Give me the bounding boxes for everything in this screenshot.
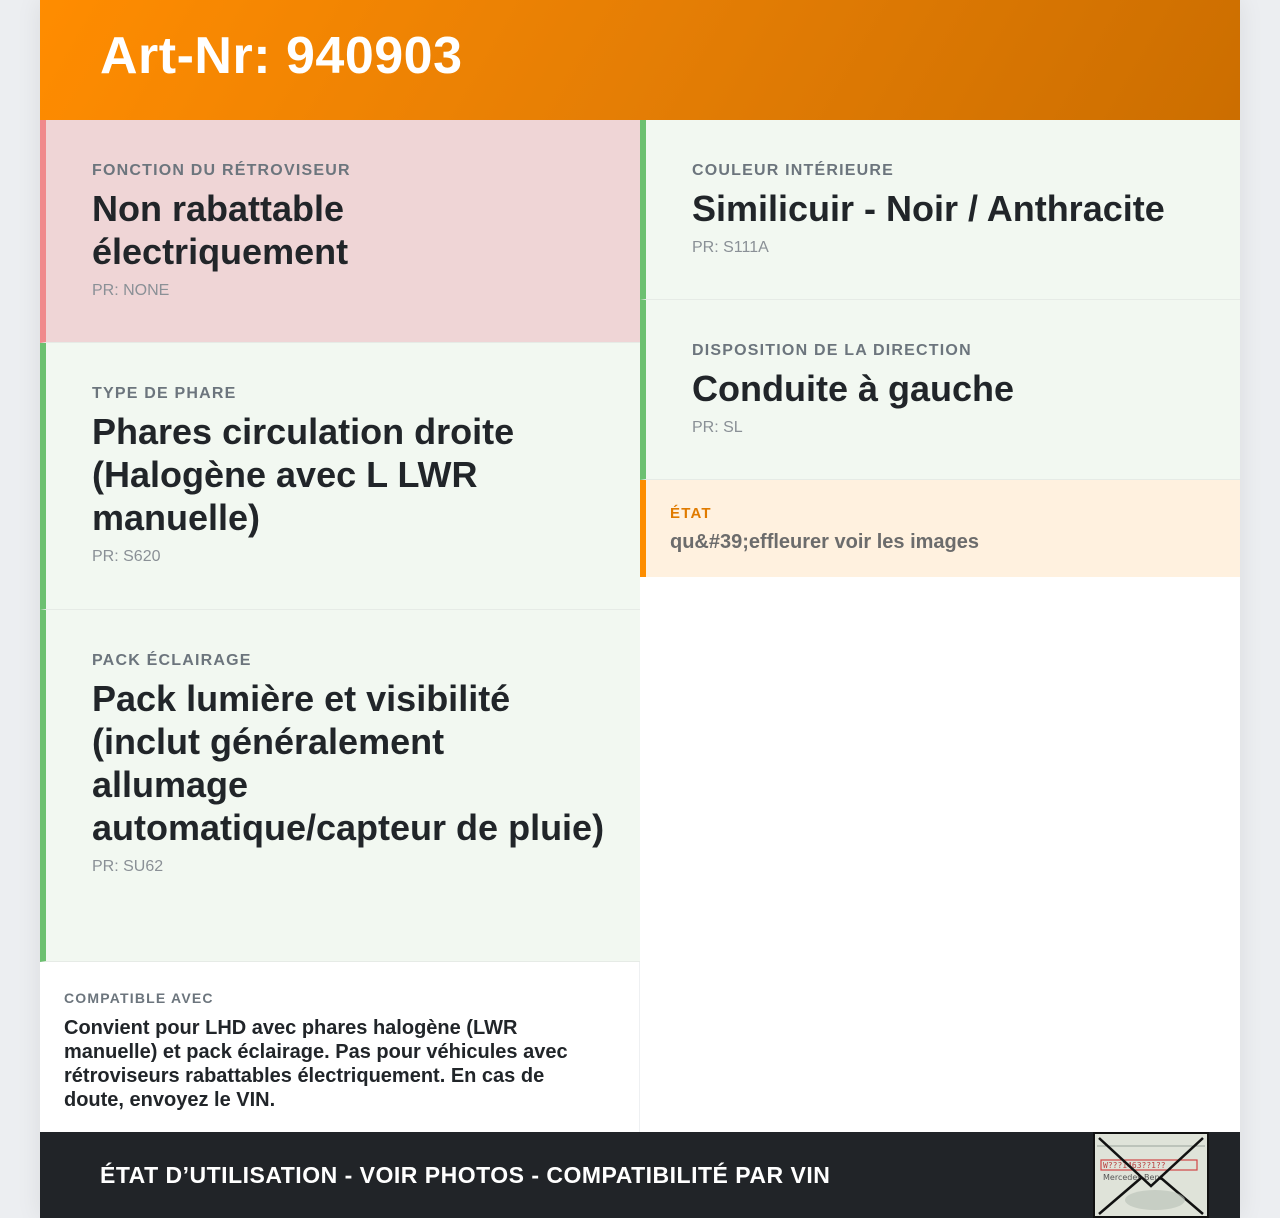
footer-bar — [40, 1132, 1240, 1218]
thumbnail-plate-text: W???1463??1?? — [1103, 1161, 1166, 1170]
compatibility-label: COMPATIBLE AVEC — [64, 990, 214, 1006]
headlight-type-card — [40, 343, 640, 610]
card-label: DISPOSITION DE LA DIRECTION — [692, 342, 972, 359]
condition-card — [640, 480, 1240, 577]
card-pr-code: PR: S111A — [692, 239, 769, 256]
card-label: TYPE DE PHARE — [92, 385, 237, 402]
article-number-title: Art-Nr: 940903 — [100, 27, 463, 85]
vehicle-document-thumbnail-icon[interactable] — [1093, 1132, 1209, 1218]
thumbnail-brand-text: Mercedes-Benz — [1103, 1173, 1164, 1182]
card-value: Similicuir - Noir / Anthracite — [692, 188, 1165, 229]
card-label: PACK ÉCLAIRAGE — [92, 652, 252, 669]
footer-text: ÉTAT D’UTILISATION - VOIR PHOTOS - COMPATIBILITÉ PAR VIN — [100, 1162, 831, 1188]
card-value: Non rabattable électriquement — [92, 188, 349, 272]
compatibility-section — [40, 962, 640, 1132]
document-photo-icon — [1095, 1134, 1207, 1216]
header-banner — [40, 0, 1240, 120]
card-value: Phares circulation droite (Halogène avec L LWR manuelle) — [92, 411, 515, 538]
interior-color-card — [640, 120, 1240, 300]
steering-layout-card — [640, 300, 1240, 480]
card-label: FONCTION DU RÉTROVISEUR — [92, 162, 351, 179]
card-label: COULEUR INTÉRIEURE — [692, 162, 895, 179]
card-pr-code: PR: NONE — [92, 282, 170, 299]
mirror-function-card — [40, 120, 640, 343]
card-value: Conduite à gauche — [692, 368, 1015, 409]
compatibility-text: Convient pour LHD avec phares halogène (LWR manuelle) et pack éclairage. Pas pour véhicules avec rétroviseurs rabattables électriquement. En cas de doute, envoyez le VIN. — [64, 1017, 568, 1111]
product-sheet — [40, 0, 1240, 1218]
condition-note: qu&#39;effleurer voir les images — [670, 531, 980, 553]
lighting-pack-card — [40, 610, 640, 962]
card-pr-code: PR: S620 — [92, 548, 161, 565]
card-pr-code: PR: SU62 — [92, 858, 164, 875]
condition-label: ÉTAT — [670, 505, 712, 522]
card-pr-code: PR: SL — [692, 419, 743, 436]
card-value: Pack lumière et visibilité (inclut généralement allumage automatique/capteur de pluie) — [92, 678, 605, 848]
